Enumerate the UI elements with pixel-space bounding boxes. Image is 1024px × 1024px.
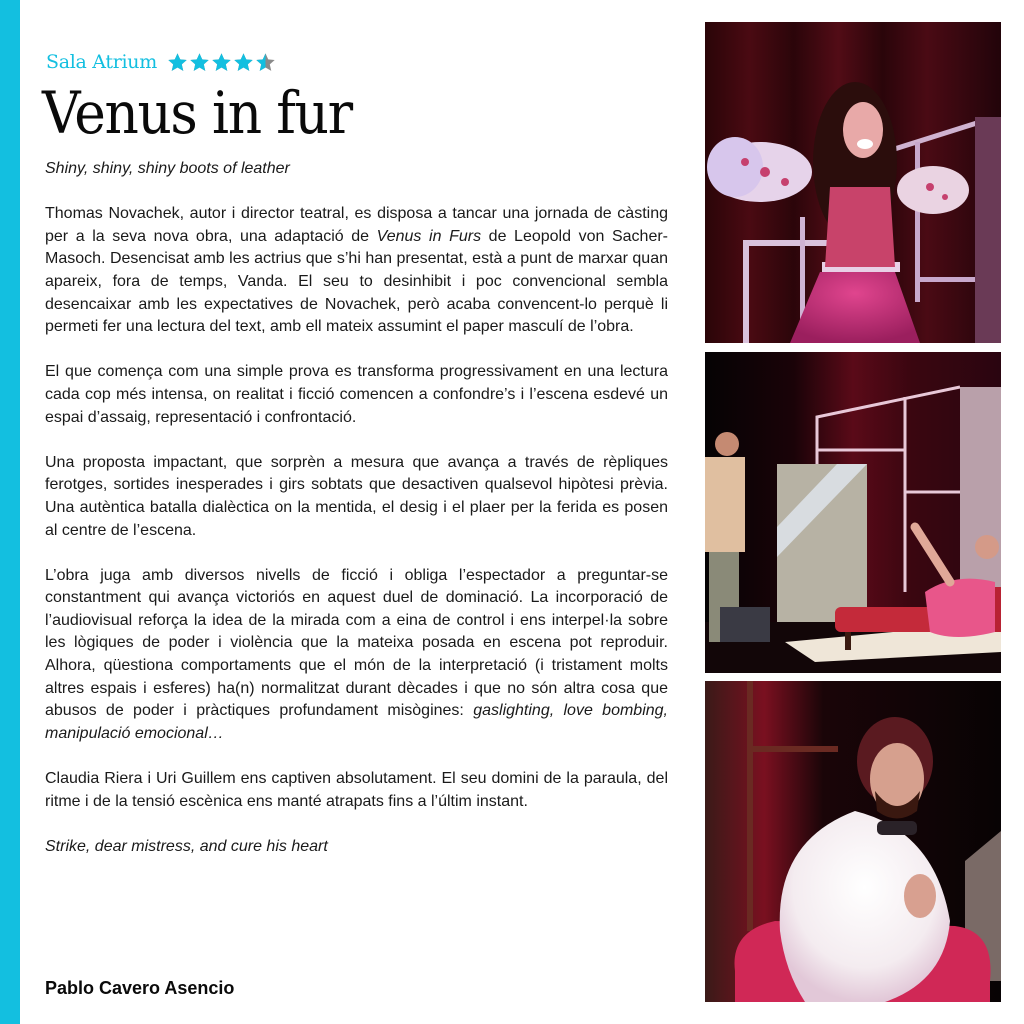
- paragraph-list: [45, 203, 668, 813]
- star-filled-icon: [167, 52, 188, 73]
- paragraph: [45, 565, 668, 746]
- star-rating: [167, 52, 276, 73]
- stage-photo-2: [705, 352, 1001, 673]
- stage-photo-3: [705, 681, 1001, 1002]
- star-half-icon: [255, 52, 276, 73]
- paragraph: [45, 203, 668, 339]
- photo-stage-scene: [705, 352, 1001, 673]
- author-name: Pablo Cavero Asencio: [45, 978, 235, 998]
- photo-actress: [705, 22, 1001, 343]
- star-filled-icon: [211, 52, 232, 73]
- text-segment: de Leopold von Sacher-Masoch. Desencisat amb les actrius que s’hi han presentat, està a punt de marxar quan apareix, fora de temps, Vanda. El seu to desinhibit i poc convencional sembla desencaixar amb les expectatives de Novachek, però acaba convencent-lo perquè li permeti fer una lectura del text, amb ell mateix assumint el paper masculí de l’obra.: [45, 227, 669, 336]
- tagline: Shiny, shiny, shiny boots of leather: [45, 160, 290, 177]
- text-segment: Una proposta impactant, que sorprèn a mesura que avança a través de rèpliques ferotges, sortides inesperades i girs sobtats que desactiven qualsevol hipòtesi prèvia. Una autèntica batalla dialèctica on la mentida, el desig i el plaer per la ferida es posen al centre de l’escena.: [45, 453, 668, 539]
- italic-phrase: Venus in Furs: [376, 227, 482, 245]
- photo-actor-fur: [705, 681, 1001, 1002]
- accent-bar: [0, 0, 20, 1024]
- text-segment: L’obra juga amb diversos nivells de ficció i obliga l’espectador a preguntar-se constantment qui avança victoriós en aquest duel de dominació. La incorporació de l’audiovisual reforça la idea de la mirada com a eina de control i ens interpel·la sobre les lògiques de poder i violència que la mateixa posada en escena pot reproduir. Alhora, qüestiona comportaments que el món de la interpretació (i tristament molts altres espais i esferes) ha(n) normalitzat durant dècades i que no són altra cosa que abusos de poder i pràctiques profundament misògines:: [45, 566, 668, 720]
- page-title: Venus in fur: [42, 79, 352, 147]
- closing-line: Strike, dear mistress, and cure his heart: [45, 837, 328, 855]
- paragraph: [45, 361, 668, 429]
- star-filled-icon: [189, 52, 210, 73]
- venue-name: Sala Atrium: [46, 51, 157, 73]
- star-filled-icon: [233, 52, 254, 73]
- text-segment: Claudia Riera i Uri Guillem ens captiven absolutament. El seu domini de la paraula, del ritme i de la tensió escènica ens manté atrapats fins a l’últim instant.: [45, 770, 668, 810]
- text-segment: Thomas Novachek, autor i director teatral, es disposa a tancar una jornada de càsting per a la seva nova obra, una adaptació de: [45, 205, 668, 245]
- paragraph: [45, 768, 668, 813]
- article-body: [45, 158, 668, 881]
- stage-photo-1: [705, 22, 1001, 343]
- paragraph: [45, 452, 668, 542]
- venue-rating-row: [46, 49, 276, 75]
- text-segment: El que comença com una simple prova es transforma progressivament en una lectura cada cop més intensa, on realitat i ficció comencen a confondre’s i l’escena esdevé un espai d’assaig, representació i confrontació.: [45, 363, 668, 426]
- italic-phrase: gaslighting, love bombing, manipulació emocional…: [45, 702, 668, 742]
